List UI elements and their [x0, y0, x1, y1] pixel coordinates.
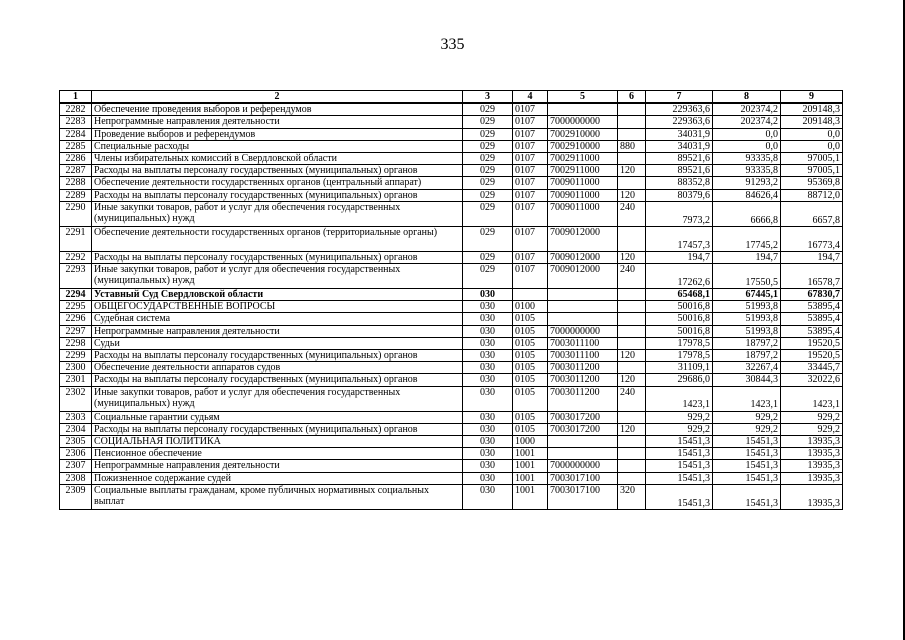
amount-year3-cell: 194,7 — [781, 251, 843, 263]
row-number-cell: 2309 — [60, 484, 92, 509]
amount-year3-cell: 97005,1 — [781, 153, 843, 165]
target-article-cell: 7002910000 — [548, 128, 618, 140]
item-name-cell: Непрограммные направления деятельности — [92, 325, 463, 337]
ministry-code-cell: 030 — [463, 337, 513, 349]
item-name-cell: Расходы на выплаты персоналу государственных (муниципальных) органов — [92, 251, 463, 263]
expense-type-cell — [618, 436, 646, 448]
column-header: 4 — [513, 91, 548, 104]
row-number-cell: 2282 — [60, 103, 92, 116]
row-number-cell: 2307 — [60, 460, 92, 472]
ministry-code-cell: 029 — [463, 201, 513, 226]
section-code-cell: 1001 — [513, 448, 548, 460]
row-number-cell: 2295 — [60, 301, 92, 313]
expense-type-cell — [618, 116, 646, 128]
amount-year2-cell: 0,0 — [713, 128, 781, 140]
expense-type-cell: 880 — [618, 140, 646, 152]
section-code-cell: 0107 — [513, 153, 548, 165]
target-article-cell: 7000000000 — [548, 325, 618, 337]
section-code-cell: 0105 — [513, 350, 548, 362]
table-row — [60, 436, 843, 448]
item-name-cell: Обеспечение деятельности государственных органов (центральный аппарат) — [92, 177, 463, 189]
amount-year1-cell: 50016,8 — [646, 313, 713, 325]
target-article-cell: 7003017100 — [548, 472, 618, 484]
amount-year3-cell: 19520,5 — [781, 350, 843, 362]
amount-year3-cell: 0,0 — [781, 128, 843, 140]
table-row — [60, 411, 843, 423]
table-row — [60, 337, 843, 349]
amount-year2-cell: 93335,8 — [713, 165, 781, 177]
amount-year2-cell: 51993,8 — [713, 301, 781, 313]
amount-year3-cell: 97005,1 — [781, 165, 843, 177]
item-name-cell: Проведение выборов и референдумов — [92, 128, 463, 140]
column-header: 7 — [646, 91, 713, 104]
amount-year2-cell: 1423,1 — [713, 386, 781, 411]
row-number-cell: 2287 — [60, 165, 92, 177]
ministry-code-cell: 029 — [463, 140, 513, 152]
expense-type-cell — [618, 362, 646, 374]
row-number-cell: 2283 — [60, 116, 92, 128]
amount-year1-cell: 15451,3 — [646, 472, 713, 484]
section-code-cell: 0107 — [513, 128, 548, 140]
section-code-cell: 0105 — [513, 325, 548, 337]
item-name-cell: Судьи — [92, 337, 463, 349]
table-row — [60, 116, 843, 128]
column-header: 5 — [548, 91, 618, 104]
amount-year3-cell: 0,0 — [781, 140, 843, 152]
amount-year2-cell: 202374,2 — [713, 116, 781, 128]
amount-year2-cell: 929,2 — [713, 423, 781, 435]
target-article-cell: 7009012000 — [548, 226, 618, 251]
expense-type-cell — [618, 226, 646, 251]
item-name-cell: Социальные гарантии судьям — [92, 411, 463, 423]
item-name-cell: Расходы на выплаты персоналу государственных (муниципальных) органов — [92, 423, 463, 435]
ministry-code-cell: 030 — [463, 362, 513, 374]
amount-year3-cell: 67830,7 — [781, 289, 843, 301]
amount-year2-cell: 15451,3 — [713, 484, 781, 509]
amount-year1-cell: 50016,8 — [646, 325, 713, 337]
ministry-code-cell: 030 — [463, 460, 513, 472]
amount-year1-cell: 17978,5 — [646, 337, 713, 349]
target-article-cell — [548, 448, 618, 460]
item-name-cell: Иные закупки товаров, работ и услуг для обеспечения государственных (муниципальных) нужд — [92, 201, 463, 226]
amount-year1-cell: 29686,0 — [646, 374, 713, 386]
amount-year1-cell: 34031,9 — [646, 128, 713, 140]
section-code-cell: 0107 — [513, 140, 548, 152]
amount-year1-cell: 7973,2 — [646, 201, 713, 226]
item-name-cell: Расходы на выплаты персоналу государственных (муниципальных) органов — [92, 374, 463, 386]
amount-year1-cell: 50016,8 — [646, 301, 713, 313]
amount-year3-cell: 53895,4 — [781, 301, 843, 313]
table-row — [60, 472, 843, 484]
table-row — [60, 226, 843, 251]
target-article-cell: 7002910000 — [548, 140, 618, 152]
amount-year2-cell: 15451,3 — [713, 472, 781, 484]
column-header: 9 — [781, 91, 843, 104]
target-article-cell: 7003011100 — [548, 350, 618, 362]
amount-year1-cell: 88352,8 — [646, 177, 713, 189]
item-name-cell: Непрограммные направления деятельности — [92, 460, 463, 472]
item-name-cell: Обеспечение проведения выборов и референдумов — [92, 103, 463, 116]
row-number-cell: 2292 — [60, 251, 92, 263]
ministry-code-cell: 030 — [463, 472, 513, 484]
item-name-cell: Иные закупки товаров, работ и услуг для обеспечения государственных (муниципальных) нужд — [92, 264, 463, 289]
table-row — [60, 325, 843, 337]
item-name-cell: Иные закупки товаров, работ и услуг для обеспечения государственных (муниципальных) нужд — [92, 386, 463, 411]
row-number-cell: 2294 — [60, 289, 92, 301]
ministry-code-cell: 029 — [463, 264, 513, 289]
amount-year3-cell: 929,2 — [781, 411, 843, 423]
header-row — [60, 91, 843, 104]
target-article-cell: 7003011200 — [548, 374, 618, 386]
row-number-cell: 2288 — [60, 177, 92, 189]
ministry-code-cell: 030 — [463, 484, 513, 509]
ministry-code-cell: 030 — [463, 411, 513, 423]
expense-type-cell: 120 — [618, 374, 646, 386]
table-row — [60, 140, 843, 152]
row-number-cell: 2289 — [60, 189, 92, 201]
item-name-cell: Непрограммные направления деятельности — [92, 116, 463, 128]
target-article-cell: 7003017100 — [548, 484, 618, 509]
amount-year3-cell: 1423,1 — [781, 386, 843, 411]
target-article-cell — [548, 313, 618, 325]
amount-year2-cell: 202374,2 — [713, 103, 781, 116]
row-number-cell: 2303 — [60, 411, 92, 423]
amount-year3-cell: 929,2 — [781, 423, 843, 435]
item-name-cell: Обеспечение деятельности аппаратов судов — [92, 362, 463, 374]
amount-year2-cell: 15451,3 — [713, 448, 781, 460]
amount-year3-cell: 13935,3 — [781, 460, 843, 472]
amount-year3-cell: 209148,3 — [781, 116, 843, 128]
target-article-cell: 7003011100 — [548, 337, 618, 349]
ministry-code-cell: 029 — [463, 103, 513, 116]
table-row — [60, 423, 843, 435]
table-row — [60, 264, 843, 289]
amount-year1-cell: 929,2 — [646, 411, 713, 423]
amount-year1-cell: 15451,3 — [646, 448, 713, 460]
row-number-cell: 2304 — [60, 423, 92, 435]
expense-type-cell — [618, 301, 646, 313]
amount-year1-cell: 89521,6 — [646, 165, 713, 177]
amount-year1-cell: 15451,3 — [646, 460, 713, 472]
amount-year2-cell: 84626,4 — [713, 189, 781, 201]
target-article-cell: 7003011200 — [548, 386, 618, 411]
target-article-cell: 7009011000 — [548, 201, 618, 226]
expense-type-cell — [618, 128, 646, 140]
target-article-cell: 7003017200 — [548, 411, 618, 423]
item-name-cell: ОБЩЕГОСУДАРСТВЕННЫЕ ВОПРОСЫ — [92, 301, 463, 313]
ministry-code-cell: 030 — [463, 301, 513, 313]
expense-type-cell — [618, 460, 646, 472]
table-row — [60, 484, 843, 509]
ministry-code-cell: 030 — [463, 350, 513, 362]
amount-year3-cell: 6657,8 — [781, 201, 843, 226]
amount-year1-cell: 80379,6 — [646, 189, 713, 201]
amount-year2-cell: 18797,2 — [713, 337, 781, 349]
table-row — [60, 128, 843, 140]
column-header: 2 — [92, 91, 463, 104]
row-number-cell: 2301 — [60, 374, 92, 386]
page-number: 335 — [440, 36, 465, 53]
ministry-code-cell: 029 — [463, 128, 513, 140]
row-number-cell: 2298 — [60, 337, 92, 349]
amount-year3-cell: 19520,5 — [781, 337, 843, 349]
ministry-code-cell: 030 — [463, 423, 513, 435]
section-code-cell: 1001 — [513, 472, 548, 484]
section-code-cell: 1001 — [513, 460, 548, 472]
amount-year3-cell: 13935,3 — [781, 484, 843, 509]
expense-type-cell: 120 — [618, 350, 646, 362]
section-code-cell: 0107 — [513, 264, 548, 289]
section-code-cell: 0107 — [513, 189, 548, 201]
ministry-code-cell: 029 — [463, 116, 513, 128]
amount-year1-cell: 34031,9 — [646, 140, 713, 152]
table-row — [60, 289, 843, 301]
amount-year2-cell: 17550,5 — [713, 264, 781, 289]
amount-year2-cell: 18797,2 — [713, 350, 781, 362]
target-article-cell: 7000000000 — [548, 460, 618, 472]
table-row — [60, 177, 843, 189]
section-code-cell: 1001 — [513, 484, 548, 509]
ministry-code-cell: 030 — [463, 436, 513, 448]
expense-type-cell: 240 — [618, 201, 646, 226]
amount-year1-cell: 65468,1 — [646, 289, 713, 301]
amount-year3-cell: 53895,4 — [781, 313, 843, 325]
target-article-cell: 7002911000 — [548, 153, 618, 165]
section-code-cell: 0107 — [513, 116, 548, 128]
amount-year2-cell: 6666,8 — [713, 201, 781, 226]
expense-type-cell — [618, 448, 646, 460]
target-article-cell — [548, 301, 618, 313]
amount-year1-cell: 929,2 — [646, 423, 713, 435]
row-number-cell: 2308 — [60, 472, 92, 484]
amount-year1-cell: 229363,6 — [646, 116, 713, 128]
table-row — [60, 165, 843, 177]
amount-year2-cell: 93335,8 — [713, 153, 781, 165]
amount-year1-cell: 31109,1 — [646, 362, 713, 374]
table-row — [60, 201, 843, 226]
target-article-cell: 7009011000 — [548, 177, 618, 189]
table-row — [60, 350, 843, 362]
amount-year3-cell: 209148,3 — [781, 103, 843, 116]
expense-type-cell — [618, 472, 646, 484]
expense-type-cell: 240 — [618, 264, 646, 289]
item-name-cell: Пенсионное обеспечение — [92, 448, 463, 460]
item-name-cell: Расходы на выплаты персоналу государственных (муниципальных) органов — [92, 350, 463, 362]
target-article-cell: 7009012000 — [548, 264, 618, 289]
amount-year1-cell: 1423,1 — [646, 386, 713, 411]
amount-year3-cell: 95369,8 — [781, 177, 843, 189]
amount-year3-cell: 16578,7 — [781, 264, 843, 289]
section-code-cell: 0105 — [513, 411, 548, 423]
amount-year2-cell: 194,7 — [713, 251, 781, 263]
section-code-cell: 0107 — [513, 251, 548, 263]
column-header: 1 — [60, 91, 92, 104]
amount-year2-cell: 30844,3 — [713, 374, 781, 386]
item-name-cell: Члены избирательных комиссий в Свердловской области — [92, 153, 463, 165]
amount-year2-cell: 17745,2 — [713, 226, 781, 251]
row-number-cell: 2297 — [60, 325, 92, 337]
expense-type-cell — [618, 337, 646, 349]
ministry-code-cell: 029 — [463, 189, 513, 201]
row-number-cell: 2290 — [60, 201, 92, 226]
item-name-cell: СОЦИАЛЬНАЯ ПОЛИТИКА — [92, 436, 463, 448]
section-code-cell: 0107 — [513, 103, 548, 116]
table-row — [60, 374, 843, 386]
amount-year1-cell: 15451,3 — [646, 436, 713, 448]
amount-year3-cell: 53895,4 — [781, 325, 843, 337]
column-header: 3 — [463, 91, 513, 104]
table-row — [60, 386, 843, 411]
item-name-cell: Социальные выплаты гражданам, кроме публичных нормативных социальных выплат — [92, 484, 463, 509]
amount-year3-cell: 88712,0 — [781, 189, 843, 201]
row-number-cell: 2284 — [60, 128, 92, 140]
expense-type-cell — [618, 313, 646, 325]
table-row — [60, 460, 843, 472]
row-number-cell: 2291 — [60, 226, 92, 251]
row-number-cell: 2305 — [60, 436, 92, 448]
table-row — [60, 448, 843, 460]
amount-year3-cell: 13935,3 — [781, 436, 843, 448]
table-row — [60, 251, 843, 263]
row-number-cell: 2299 — [60, 350, 92, 362]
target-article-cell: 7009012000 — [548, 251, 618, 263]
target-article-cell: 7003017200 — [548, 423, 618, 435]
ministry-code-cell: 030 — [463, 374, 513, 386]
expense-type-cell: 120 — [618, 189, 646, 201]
item-name-cell: Уставный Суд Свердловской области — [92, 289, 463, 301]
amount-year3-cell: 32022,6 — [781, 374, 843, 386]
expense-type-cell — [618, 411, 646, 423]
expense-type-cell: 120 — [618, 423, 646, 435]
table-row — [60, 103, 843, 116]
table-row — [60, 189, 843, 201]
ministry-code-cell: 030 — [463, 448, 513, 460]
row-number-cell: 2285 — [60, 140, 92, 152]
ministry-code-cell: 029 — [463, 177, 513, 189]
amount-year2-cell: 32267,4 — [713, 362, 781, 374]
row-number-cell: 2296 — [60, 313, 92, 325]
column-header: 6 — [618, 91, 646, 104]
expense-type-cell: 240 — [618, 386, 646, 411]
amount-year2-cell: 51993,8 — [713, 313, 781, 325]
ministry-code-cell: 030 — [463, 386, 513, 411]
amount-year1-cell: 17457,3 — [646, 226, 713, 251]
expense-type-cell — [618, 177, 646, 189]
item-name-cell: Судебная система — [92, 313, 463, 325]
amount-year1-cell: 89521,6 — [646, 153, 713, 165]
target-article-cell: 7000000000 — [548, 116, 618, 128]
expense-type-cell — [618, 325, 646, 337]
row-number-cell: 2302 — [60, 386, 92, 411]
section-code-cell: 0105 — [513, 386, 548, 411]
section-code-cell: 0107 — [513, 226, 548, 251]
amount-year2-cell: 15451,3 — [713, 460, 781, 472]
target-article-cell — [548, 436, 618, 448]
item-name-cell: Расходы на выплаты персоналу государственных (муниципальных) органов — [92, 165, 463, 177]
target-article-cell — [548, 289, 618, 301]
amount-year2-cell: 929,2 — [713, 411, 781, 423]
table-row — [60, 362, 843, 374]
section-code-cell: 0107 — [513, 177, 548, 189]
section-code-cell: 0105 — [513, 374, 548, 386]
table-row — [60, 153, 843, 165]
amount-year1-cell: 17978,5 — [646, 350, 713, 362]
target-article-cell: 7003011200 — [548, 362, 618, 374]
target-article-cell: 7002911000 — [548, 165, 618, 177]
row-number-cell: 2306 — [60, 448, 92, 460]
amount-year3-cell: 13935,3 — [781, 448, 843, 460]
target-article-cell: 7009011000 — [548, 189, 618, 201]
ministry-code-cell: 029 — [463, 153, 513, 165]
ministry-code-cell: 029 — [463, 226, 513, 251]
expense-type-cell — [618, 153, 646, 165]
item-name-cell: Специальные расходы — [92, 140, 463, 152]
section-code-cell: 1000 — [513, 436, 548, 448]
section-code-cell: 0100 — [513, 301, 548, 313]
section-code-cell: 0105 — [513, 423, 548, 435]
ministry-code-cell: 029 — [463, 165, 513, 177]
section-code-cell: 0105 — [513, 313, 548, 325]
row-number-cell: 2300 — [60, 362, 92, 374]
expense-type-cell: 320 — [618, 484, 646, 509]
amount-year3-cell: 13935,3 — [781, 472, 843, 484]
budget-table — [59, 90, 843, 510]
column-header: 8 — [713, 91, 781, 104]
row-number-cell: 2286 — [60, 153, 92, 165]
row-number-cell: 2293 — [60, 264, 92, 289]
section-code-cell: 0105 — [513, 337, 548, 349]
ministry-code-cell: 029 — [463, 251, 513, 263]
item-name-cell: Обеспечение деятельности государственных органов (территориальные органы) — [92, 226, 463, 251]
amount-year3-cell: 33445,7 — [781, 362, 843, 374]
ministry-code-cell: 030 — [463, 325, 513, 337]
expense-type-cell — [618, 103, 646, 116]
table-row — [60, 301, 843, 313]
amount-year1-cell: 17262,6 — [646, 264, 713, 289]
ministry-code-cell: 030 — [463, 313, 513, 325]
section-code-cell — [513, 289, 548, 301]
expense-type-cell: 120 — [618, 165, 646, 177]
section-code-cell: 0105 — [513, 362, 548, 374]
item-name-cell: Расходы на выплаты персоналу государственных (муниципальных) органов — [92, 189, 463, 201]
ministry-code-cell: 030 — [463, 289, 513, 301]
amount-year2-cell: 51993,8 — [713, 325, 781, 337]
amount-year2-cell: 91293,2 — [713, 177, 781, 189]
amount-year1-cell: 194,7 — [646, 251, 713, 263]
amount-year1-cell: 15451,3 — [646, 484, 713, 509]
expense-type-cell: 120 — [618, 251, 646, 263]
amount-year2-cell: 0,0 — [713, 140, 781, 152]
amount-year3-cell: 16773,4 — [781, 226, 843, 251]
expense-type-cell — [618, 289, 646, 301]
section-code-cell: 0107 — [513, 201, 548, 226]
amount-year1-cell: 229363,6 — [646, 103, 713, 116]
amount-year2-cell: 67445,1 — [713, 289, 781, 301]
table-row — [60, 313, 843, 325]
amount-year2-cell: 15451,3 — [713, 436, 781, 448]
item-name-cell: Пожизненное содержание судей — [92, 472, 463, 484]
target-article-cell — [548, 103, 618, 116]
section-code-cell: 0107 — [513, 165, 548, 177]
